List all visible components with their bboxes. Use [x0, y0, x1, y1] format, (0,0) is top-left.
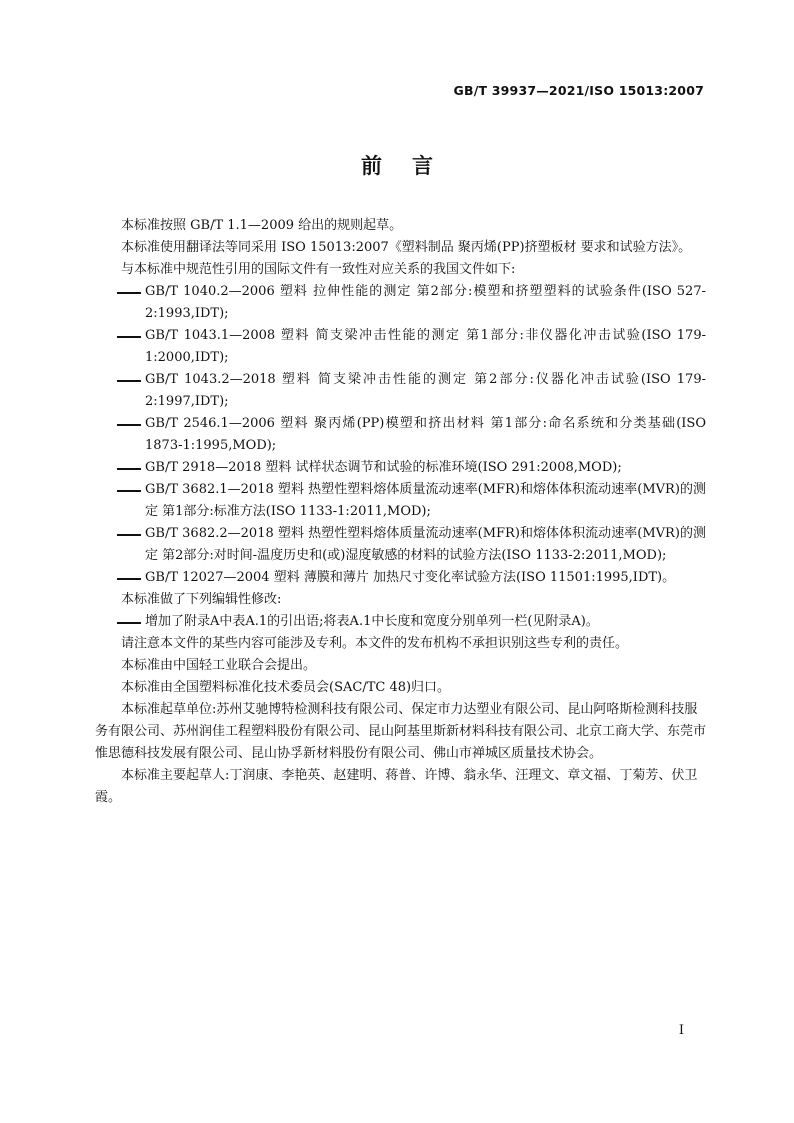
page-number: I	[678, 1023, 684, 1038]
reference-text: GB/T 1043.2—2018 塑料 简支梁冲击性能的测定 第2部分:仪器化冲击试验(ISO 179-2:1997,IDT);	[145, 372, 706, 409]
paragraph-adoption: 本标准使用翻译法等同采用 ISO 15013:2007《塑料制品 聚丙烯(PP)挤塑板材 要求和试验方法》。	[121, 240, 692, 255]
paragraph-editorial-intro: 本标准做了下列编辑性修改:	[121, 592, 282, 607]
paragraph-centralized-by: 本标准由全国塑料标准化技术委员会(SAC/TC 48)归口。	[121, 680, 451, 695]
foreword-body	[95, 215, 706, 809]
paragraph-proposed-by: 本标准由中国轻工业联合会提出。	[121, 658, 317, 673]
reference-text: GB/T 1043.1—2008 塑料 简支梁冲击性能的测定 第1部分:非仪器化冲击试验(ISO 179-1:2000,IDT);	[145, 328, 706, 365]
reference-text: GB/T 3682.2—2018 塑料 热塑性塑料熔体质量流动速率(MFR)和熔体体积流动速率(MVR)的测定 第2部分:对时间-温度历史和(或)湿度敏感的材料的试验方法(ISO 1133-2:2011,MOD);	[145, 526, 706, 563]
paragraph-references-intro: 与本标准中规范性引用的国际文件有一致性对应关系的我国文件如下:	[121, 262, 516, 277]
reference-text: GB/T 2546.1—2006 塑料 聚丙烯(PP)模塑和挤出材料 第1部分:命名系统和分类基础(ISO 1873-1:1995,MOD);	[145, 416, 706, 453]
paragraph-drafting-units: 本标准起草单位:苏州艾驰博特检测科技有限公司、保定市力达塑业有限公司、昆山阿咯斯检测科技服务有限公司、苏州润佳工程塑料股份有限公司、昆山阿基里斯新材料科技有限公司、北京工商大学、东莞市惟思德科技发展有限公司、昆山协孚新材料股份有限公司、佛山市禅城区质量技术协会。	[95, 702, 707, 761]
paragraph-drafting-rules: 本标准按照 GB/T 1.1—2009 给出的规则起草。	[121, 218, 403, 233]
reference-item	[95, 479, 706, 523]
reference-item	[95, 325, 706, 369]
page-title: 前言	[361, 153, 463, 178]
reference-text: GB/T 12027—2004 塑料 薄膜和薄片 加热尺寸变化率试验方法(ISO 11501:1995,IDT)。	[145, 570, 676, 585]
paragraph-drafters: 本标准主要起草人:丁润康、李艳英、赵建明、蒋普、许博、翁永华、汪理文、章文福、丁菊芳、伏卫霞。	[95, 768, 698, 805]
paragraph-patent-notice: 请注意本文件的某些内容可能涉及专利。本文件的发布机构不承担识别这些专利的责任。	[121, 636, 629, 651]
editorial-item	[95, 611, 706, 633]
standard-number-header: GB/T 39937—2021/ISO 15013:2007	[453, 83, 704, 98]
reference-text: GB/T 1040.2—2006 塑料 拉伸性能的测定 第2部分:模塑和挤塑塑料的试验条件(ISO 527-2:1993,IDT);	[145, 284, 706, 321]
reference-item	[95, 369, 706, 413]
reference-item	[95, 281, 706, 325]
reference-item	[95, 567, 706, 589]
reference-item	[95, 523, 706, 567]
reference-text: GB/T 3682.1—2018 塑料 热塑性塑料熔体质量流动速率(MFR)和熔体体积流动速率(MVR)的测定 第1部分:标准方法(ISO 1133-1:2011,MOD);	[145, 482, 706, 519]
reference-item	[95, 457, 706, 479]
editorial-text: 增加了附录A中表A.1的引出语;将表A.1中长度和宽度分别单列一栏(见附录A)。	[145, 614, 599, 629]
reference-text: GB/T 2918—2018 塑料 试样状态调节和试验的标准环境(ISO 291:2008,MOD);	[145, 460, 622, 475]
reference-item	[95, 413, 706, 457]
